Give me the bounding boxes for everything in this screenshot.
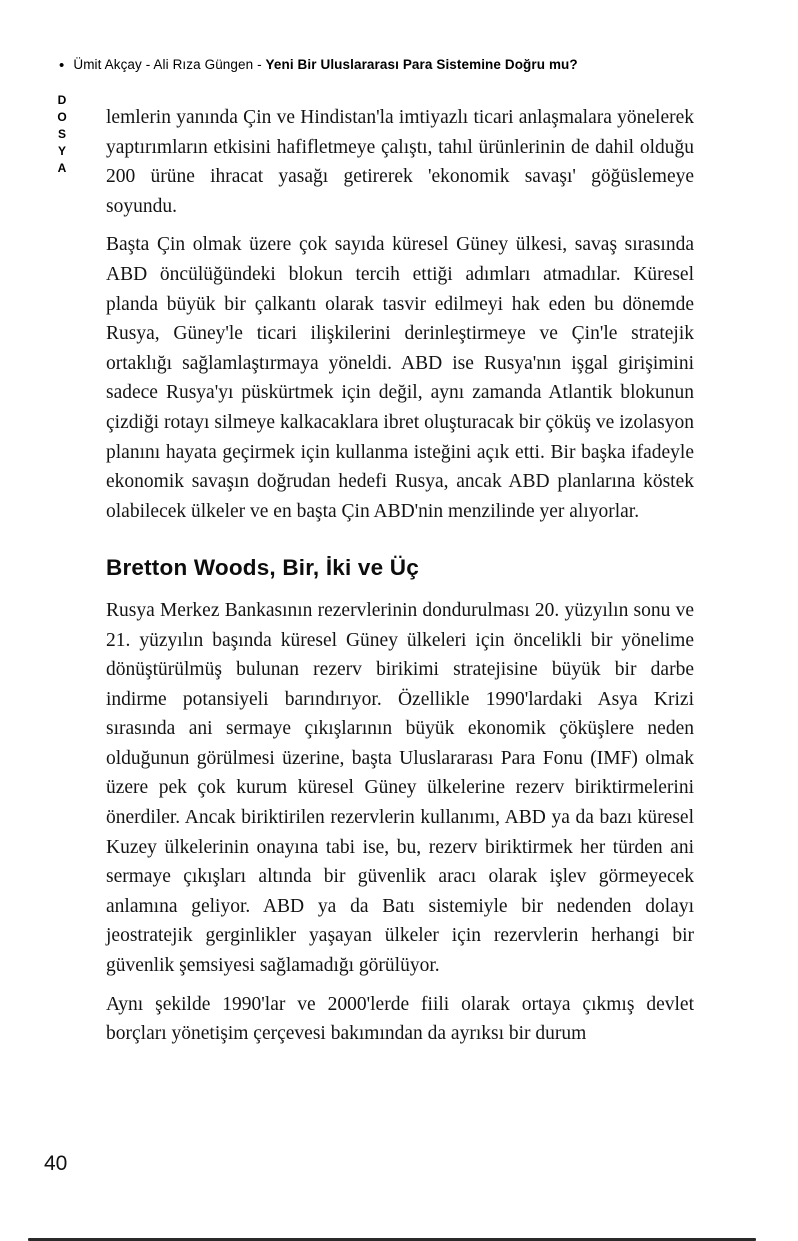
section-heading: Bretton Woods, Bir, İki ve Üç [106, 555, 419, 581]
section-side-label: DOSYA [55, 93, 69, 178]
header-authors: Ümit Akçay - Ali Rıza Güngen - [73, 57, 262, 72]
running-header [59, 57, 759, 74]
paragraph-1: lemlerin yanında Çin ve Hindistan'la imtiyazlı ticari anlaşmalara yönelerek yaptırımların etkisini hafifletmeye çalıştı, tahıl ürünlerinin de dahil olduğu 200 ürüne ihracat yasağı getirerek 'ekonomik savaşı' göğüslemeye soyundu. [106, 107, 694, 217]
paragraph-4: Aynı şekilde 1990'lar ve 2000'lerde fiili olarak ortaya çıkmış devlet borçları yönetişim çerçevesi bakımından da ayrıksı bir durum [106, 993, 694, 1045]
paragraph-3: Rusya Merkez Bankasının rezervlerinin dondurulması 20. yüzyılın sonu ve 21. yüzyılın başında küresel Güney ülkeleri için öncelikli bir yönelime dönüştürülmüş bulunan rezerv birikimi stratejisine büyük bir darbe indirme potansiyeli barındırıyor. Özellikle 1990'lardaki Asya Krizi sırasında ani sermaye çıkışlarının büyük ekonomik çöküşlere neden olduğunun görülmesi üzerine, başta Uluslararası Para Fonu (IMF) olmak üzere pek çok kurum küresel Güney ülkelerine rezerv biriktirmelerini önerdiler. Ancak biriktirilen rezervlerin kullanımı, ABD ya da bazı küresel Kuzey ülkelerinin onayına tabi ise, bu, rezerv biriktirmek her türden ani sermaye çıkışları altında bir güvenlik aracı olarak işlev görmeyecek anlamına geliyor. ABD ya da Batı sistemiyle bir nedenden dolayı jeostratejik gerginlikler yaşayan ülkeler için rezervlerin herhangi bir güvenlik şemsiyesi sağlamadığı görülüyor. [106, 599, 694, 977]
body-text [106, 103, 694, 1058]
paragraph-2: Başta Çin olmak üzere çok sayıda küresel Güney ülkesi, savaş sırasında ABD öncülüğündeki blokun tercih ettiği adımları atmadılar. Küresel planda büyük bir çalkantı olarak tasvir edilmeyi hak eden bu dönemde Rusya, Güney'le ticari ilişkilerini derinleştirmeye ve Çin'le stratejik ortaklığı sağlamlaştırmaya yöneldi. ABD ise Rusya'nın işgal girişimini sadece Rusya'yı püskürtmek için değil, aynı zamanda Atlantik blokunun çizdiği rotayı silmeye kalkacaklara ibret oluşturacak bir çöküş ve izolasyon planını hayata geçirmek için kullanma isteğini açık etti. Bir başka ifadeyle ekonomik savaşın doğrudan hedefi Rusya, ancak ABD planlarına köstek olabilecek ülkeler ve en başta Çin ABD'nin menzilinde yer alıyorlar. [106, 234, 694, 522]
bullet-icon: • [59, 57, 65, 74]
page-number: 40 [44, 1152, 68, 1175]
header-article-title: Yeni Bir Uluslararası Para Sistemine Doğru mu? [265, 57, 578, 72]
